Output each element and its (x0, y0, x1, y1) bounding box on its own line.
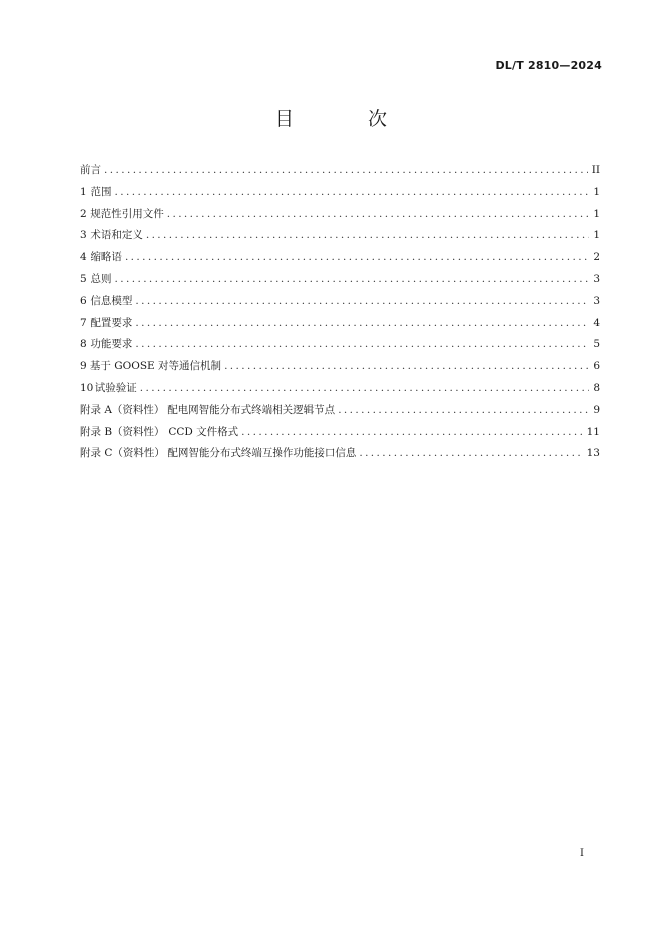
toc-item-label: 范围 (90, 185, 112, 198)
leader-dots (135, 313, 589, 335)
toc-item-page: 13 (586, 447, 600, 460)
toc-item-number: 9 (80, 360, 87, 373)
toc-item-number: 6 (80, 294, 87, 307)
toc-item-page: 11 (586, 425, 600, 438)
page-title: 目 次 (274, 108, 422, 130)
toc-item-number: 4 (80, 251, 87, 264)
leader-dots (224, 356, 589, 378)
toc-item-label: 配置要求 (90, 316, 133, 329)
toc-item-label: 配电网智能分布式终端相关逻辑节点 (167, 403, 336, 416)
leader-dots (167, 204, 590, 226)
leader-dots (140, 378, 590, 400)
toc-item-annex-b[interactable] (80, 422, 600, 444)
page-number: I (580, 848, 584, 859)
toc-item-annex-a[interactable] (80, 400, 600, 422)
toc-item-number: 5 (80, 272, 87, 285)
toc-item-6[interactable] (80, 291, 600, 313)
toc-item-10[interactable] (80, 378, 600, 400)
toc-item-page: 5 (593, 338, 600, 351)
toc-item-label: 前言 (80, 164, 101, 176)
toc-item-label: 试验验证 (94, 381, 137, 394)
standard-code: DL/T 2810—2024 (495, 59, 602, 72)
leader-dots (115, 269, 590, 291)
toc-annex-designation: 附录 A（资料性） (80, 403, 165, 416)
toc-item-label: 缩略语 (90, 251, 122, 264)
toc-item-7[interactable] (80, 313, 600, 335)
toc-item-annex-c[interactable] (80, 443, 600, 465)
toc-item-page: 3 (593, 294, 600, 307)
toc-item-page: 2 (593, 251, 600, 264)
leader-dots (135, 334, 589, 356)
toc-item-number: 1 (80, 185, 87, 198)
toc-item-label: 信息模型 (90, 294, 133, 307)
table-of-contents (80, 160, 600, 465)
toc-item-page: 3 (593, 272, 600, 285)
toc-annex-designation: 附录 C（资料性） (80, 447, 165, 460)
toc-item-page: 4 (593, 316, 600, 329)
toc-item-2[interactable] (80, 204, 600, 226)
leader-dots (359, 443, 582, 465)
toc-item-label: 配网智能分布式终端互操作功能接口信息 (167, 447, 357, 460)
toc-item-page: 1 (593, 185, 600, 198)
toc-item-number: 8 (80, 338, 87, 351)
toc-item-page: 9 (593, 403, 600, 416)
toc-item-foreword[interactable] (80, 160, 600, 182)
toc-item-label: 功能要求 (90, 338, 133, 351)
leader-dots (338, 400, 589, 422)
toc-item-8[interactable] (80, 334, 600, 356)
toc-item-9[interactable] (80, 356, 600, 378)
toc-item-number: 3 (80, 229, 87, 242)
toc-item-5[interactable] (80, 269, 600, 291)
toc-item-page: 8 (593, 381, 600, 394)
toc-item-label: 总则 (90, 272, 112, 285)
toc-item-1[interactable] (80, 182, 600, 204)
toc-item-label: 术语和定义 (90, 229, 143, 242)
toc-item-label: 规范性引用文件 (90, 207, 164, 220)
toc-item-3[interactable] (80, 225, 600, 247)
toc-item-page: II (591, 164, 600, 176)
toc-annex-designation: 附录 B（资料性） (80, 425, 165, 438)
toc-item-page: 6 (593, 360, 600, 373)
leader-dots (104, 160, 588, 182)
toc-item-label: CCD 文件格式 (168, 425, 239, 438)
toc-item-number: 7 (80, 316, 87, 329)
toc-item-page: 1 (593, 207, 600, 220)
toc-item-4[interactable] (80, 247, 600, 269)
toc-item-number: 10 (80, 381, 94, 394)
toc-item-number: 2 (80, 207, 87, 220)
leader-dots (125, 247, 589, 269)
leader-dots (135, 291, 589, 313)
leader-dots (146, 225, 589, 247)
toc-item-label: 基于 GOOSE 对等通信机制 (89, 360, 222, 373)
leader-dots (241, 422, 582, 444)
leader-dots (115, 182, 590, 204)
toc-item-page: 1 (593, 229, 600, 242)
